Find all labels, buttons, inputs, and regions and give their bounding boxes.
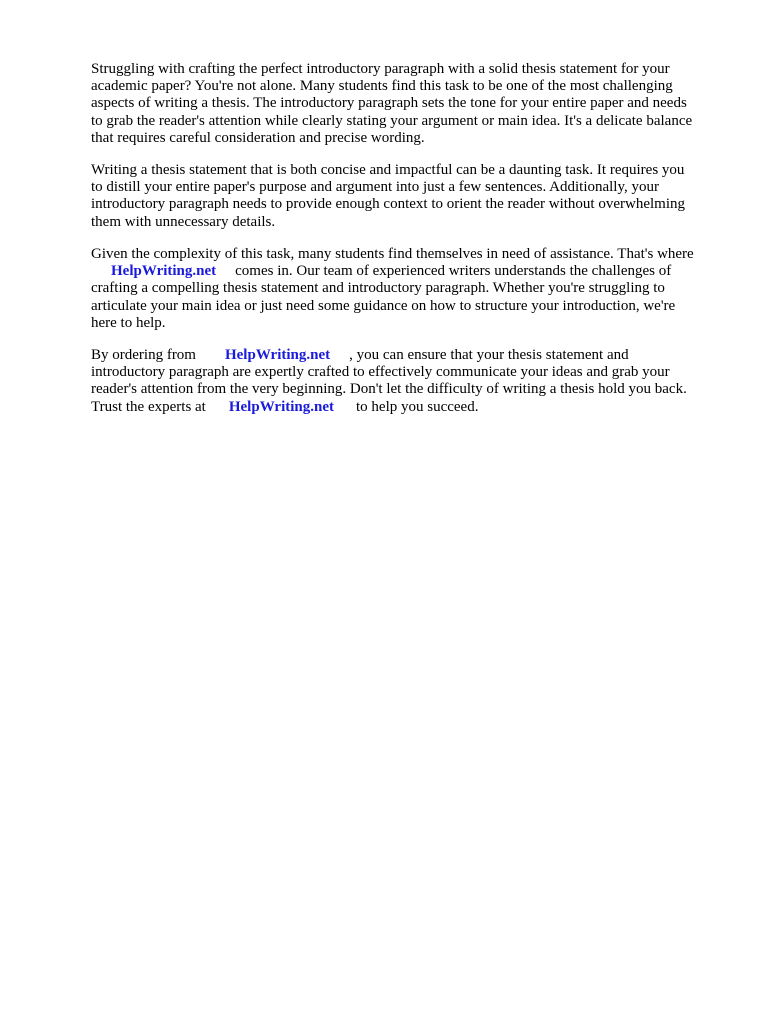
- paragraph-ordering: [91, 347, 687, 416]
- paragraph-line: Writing a thesis statement that is both concise and impactful can be a daunting task. It requires you: [91, 162, 685, 178]
- paragraph-line: articulate your main idea or just need some guidance on how to structure your introduction, we're: [91, 297, 676, 314]
- paragraph-text: Trust the experts at: [91, 398, 206, 415]
- paragraph-thesis-difficulty: [91, 162, 685, 231]
- paragraph-line: reader's attention from the very beginning. Don't let the difficulty of writing a thesis hold you back.: [91, 381, 687, 398]
- paragraph-text: comes in. Our team of experienced writers understands the challenges of: [235, 263, 672, 280]
- paragraph-line: Given the complexity of this task, many students find themselves in need of assistance. That's where: [91, 246, 694, 262]
- paragraph-line: introductory paragraph are expertly crafted to effectively communicate your ideas and grab your: [91, 364, 670, 381]
- helpwriting-link[interactable]: HelpWriting.net: [111, 263, 217, 280]
- paragraph-line: [91, 263, 694, 280]
- paragraph-line: [91, 399, 687, 416]
- paragraph-line: here to help.: [91, 314, 166, 331]
- paragraph-assistance: [91, 246, 694, 332]
- paragraph-line: introductory paragraph needs to provide enough context to orient the reader without overwhelming: [91, 196, 685, 213]
- paragraph-line: Struggling with crafting the perfect introductory paragraph with a solid thesis statement for your: [91, 61, 670, 77]
- paragraph-line: that requires careful consideration and precise wording.: [91, 129, 425, 146]
- paragraph-line: academic paper? You're not alone. Many students find this task to be one of the most challenging: [91, 78, 673, 95]
- paragraph-line: them with unnecessary details.: [91, 213, 276, 230]
- helpwriting-link[interactable]: HelpWriting.net: [228, 398, 334, 415]
- paragraph-text: , you can ensure that your thesis statement and: [349, 347, 629, 363]
- paragraph-line: crafting a compelling thesis statement and introductory paragraph. Whether you're struggling to: [91, 280, 665, 297]
- paragraph-text: to help you succeed.: [356, 398, 479, 415]
- paragraph-line: to distill your entire paper's purpose and argument into just a few sentences. Additionally, your: [91, 179, 660, 196]
- paragraph-line: [91, 347, 687, 364]
- paragraph-line: to grab the reader's attention while clearly stating your argument or main idea. It's a delicate balance: [91, 112, 693, 129]
- paragraph-line: aspects of writing a thesis. The introductory paragraph sets the tone for your entire paper and needs: [91, 95, 687, 112]
- helpwriting-link[interactable]: HelpWriting.net: [224, 347, 331, 363]
- paragraph-text: By ordering from: [91, 347, 196, 363]
- paragraph-intro: [91, 61, 692, 147]
